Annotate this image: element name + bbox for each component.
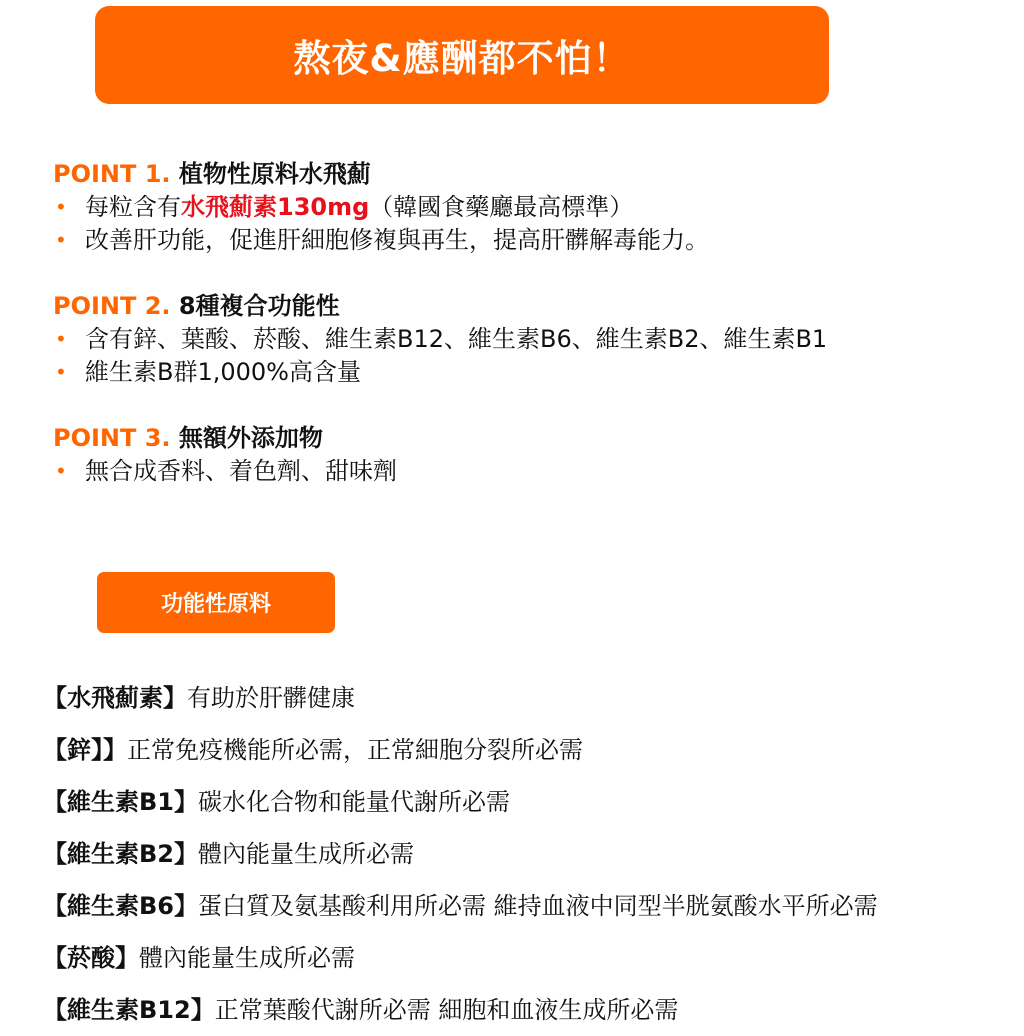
ingredient-row — [43, 724, 1013, 776]
bullet-dot-icon: • — [55, 195, 67, 219]
ingredient-name: 【維生素B6】 — [43, 892, 198, 920]
point-3-bullets — [53, 455, 397, 488]
bullet-text: 每粒含有水飛薊素130mg（韓國食藥廳最高標準） — [85, 193, 634, 221]
ingredient-name: 【水飛薊素】 — [43, 684, 187, 712]
ingredient-row — [43, 932, 1013, 984]
ingredient-desc: 正常免疫機能所必需，正常細胞分裂所必需 — [127, 736, 583, 764]
ingredient-desc: 體內能量生成所必需 — [198, 840, 414, 868]
point-2-title: 8種複合功能性 — [178, 292, 340, 320]
point-1-bullets — [53, 191, 709, 257]
ingredient-desc: 碳水化合物和能量代謝所必需 — [198, 788, 510, 816]
point-2-label: POINT 2. — [53, 292, 171, 320]
functional-ingredients-label: 功能性原料 — [160, 592, 271, 617]
point-1-heading — [53, 157, 709, 191]
point-3-section — [53, 421, 397, 488]
list-item — [53, 224, 709, 257]
ingredients-list — [43, 672, 1013, 1036]
point-3-title: 無額外添加物 — [178, 424, 323, 452]
point-3-label: POINT 3. — [53, 424, 171, 452]
ingredient-desc: 蛋白質及氨基酸利用所必需 維持血液中同型半胱氨酸水平所必需 — [198, 892, 878, 920]
ingredient-desc: 體內能量生成所必需 — [139, 944, 355, 972]
list-item — [53, 323, 827, 356]
functional-ingredients-badge — [97, 572, 335, 633]
bullet-text: 無合成香料、着色劑、甜味劑 — [85, 457, 397, 485]
point-2-bullets — [53, 323, 827, 389]
bullet-text: 含有鋅、葉酸、菸酸、維生素B12、維生素B6、維生素B2、維生素B1 — [85, 325, 828, 353]
banner-title: 熬夜&應酬都不怕！ — [293, 37, 631, 80]
point-1-label: POINT 1. — [53, 160, 171, 188]
bullet-text: 維生素B群1,000%高含量 — [85, 358, 361, 386]
point-1-section — [53, 157, 709, 257]
ingredient-name: 【菸酸】 — [43, 944, 139, 972]
list-item — [53, 356, 827, 389]
ingredient-name: 【鋅】】 — [43, 736, 127, 764]
highlight-dosage: 水飛薊素130mg — [181, 193, 370, 221]
bullet-text: 改善肝功能，促進肝細胞修複與再生，提高肝髒解毒能力。 — [85, 226, 709, 254]
bullet-dot-icon: • — [55, 459, 67, 483]
ingredient-name: 【維生素B2】 — [43, 840, 198, 868]
ingredient-row — [43, 828, 1013, 880]
ingredient-name: 【維生素B1】 — [43, 788, 198, 816]
bullet-dot-icon: • — [55, 360, 67, 384]
bullet-dot-icon: • — [55, 228, 67, 252]
ingredient-row — [43, 672, 1013, 724]
ingredient-desc: 正常葉酸代謝所必需 細胞和血液生成所必需 — [214, 996, 679, 1024]
title-banner — [95, 6, 829, 104]
ingredient-row — [43, 776, 1013, 828]
list-item — [53, 455, 397, 488]
point-3-heading — [53, 421, 397, 455]
bullet-dot-icon: • — [55, 327, 67, 351]
ingredient-row — [43, 880, 1013, 932]
ingredient-row — [43, 984, 1013, 1036]
ingredient-desc: 有助於肝髒健康 — [187, 684, 355, 712]
ingredient-name: 【維生素B12】 — [43, 996, 215, 1024]
list-item — [53, 191, 709, 224]
point-2-section — [53, 289, 827, 389]
point-1-title: 植物性原料水飛薊 — [178, 160, 371, 188]
point-2-heading — [53, 289, 827, 323]
